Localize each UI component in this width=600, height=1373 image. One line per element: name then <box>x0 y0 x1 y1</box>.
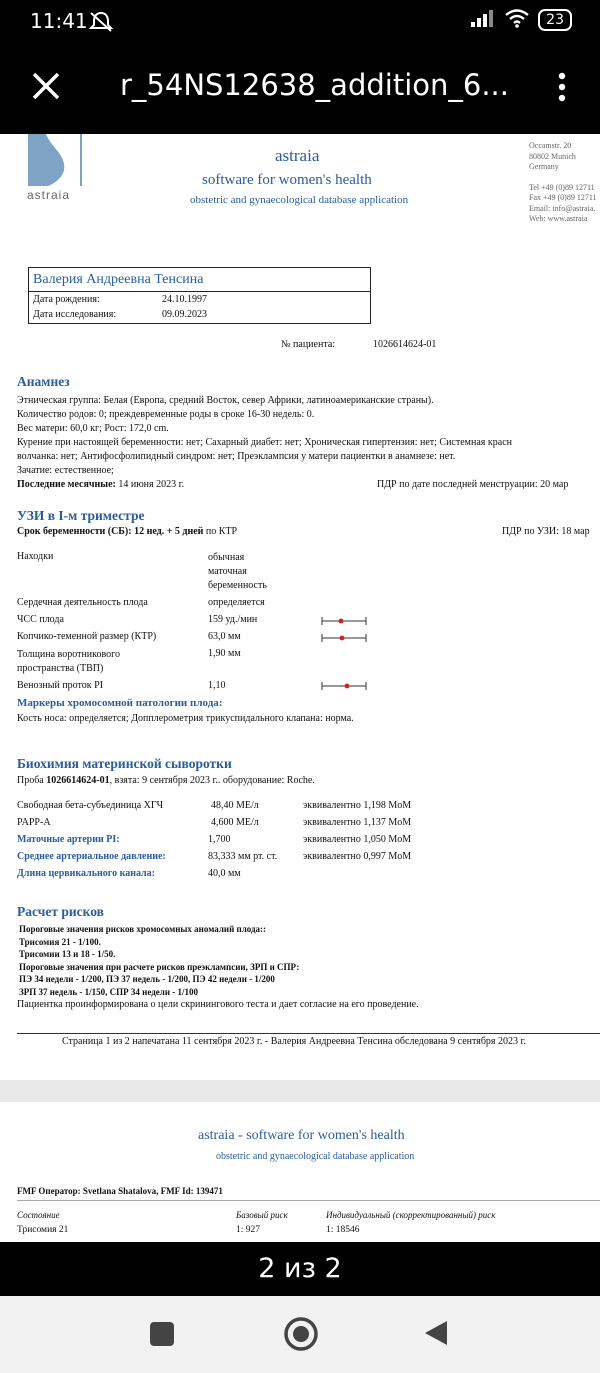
us-row-value: 63,0 мм <box>208 631 241 642</box>
crl-range-marker <box>321 631 367 649</box>
biochem-label: PAPP-A <box>17 817 51 828</box>
ultrasound-title: УЗИ в I-м триместре <box>17 508 145 523</box>
exam-date-label: Дата исследования: <box>33 309 117 320</box>
sample-info: Проба 1026614624-01, взята: 9 сентября 2023 г.. оборудование: Roche. <box>17 775 315 786</box>
page-footer: Страница 1 из 2 напечатана 11 сентября 2023 г. - Валерия Андреевна Тенсина обследована 9 сентября 2023 г. <box>62 1036 527 1047</box>
risk-row-base: 1: 927 <box>236 1225 261 1235</box>
home-icon[interactable] <box>283 1316 319 1356</box>
col-header-base-risk: Базовый риск <box>236 1210 288 1220</box>
clock: 11:41 <box>30 9 88 33</box>
lmp: Последние месячные: 14 июня 2023 г. <box>17 479 185 490</box>
patient-name: Валерия Андреевна Тенсина <box>33 272 204 287</box>
page-indicator: 2 из 2 <box>0 1242 600 1296</box>
dv-range-marker <box>321 679 367 697</box>
us-row-value: 1,90 мм <box>208 648 241 659</box>
patient-id: 1026614624-01 <box>373 339 437 350</box>
pdf-page-1 <box>0 134 600 1080</box>
exam-date-value: 09.09.2023 <box>162 309 207 320</box>
biochem-value: 83,333 мм рт. ст. <box>208 851 278 862</box>
back-icon[interactable] <box>423 1319 449 1351</box>
patient-id-label: № пациента: <box>281 339 336 350</box>
markers-text: Кость носа: определяется; Допплерометрия трикуспидального клапана: норма. <box>17 713 354 724</box>
biochem-mom: эквивалентно 1,137 MoM <box>303 817 412 828</box>
biochem-value: 1,700 <box>208 834 231 845</box>
us-row-label: Копчико-теменной размер (КТР) <box>17 631 157 642</box>
divider <box>17 1200 600 1201</box>
consent-text: Пациентка проинформирована о цели скринингового теста и дает согласие на его проведение. <box>17 999 419 1010</box>
address-block: Occamstr. 20 80802 Munich Germany Tel +49 (0)89 12711 Fax +49 (0)89 12711 Email: info@astraia. Web: www.astraia <box>529 141 597 223</box>
pdf-page-2 <box>0 1102 600 1242</box>
fmf-operator: FMF Оператор: Svetlana Shatalova, FMF Id: 139471 <box>17 1186 223 1196</box>
us-row-label: Венозный проток PI <box>17 680 104 691</box>
logo-word: astraia <box>27 188 71 202</box>
edd-lmp: ПДР по дате последней менструации: 20 мар <box>377 479 569 490</box>
more-options-icon[interactable] <box>556 72 568 102</box>
muted-icon <box>88 10 114 36</box>
navigation-bar <box>0 1296 600 1373</box>
patient-box <box>28 267 371 324</box>
biochem-label: Среднее артериальное давление: <box>17 851 166 862</box>
biochem-value: 4,600 МЕ/л <box>211 817 259 828</box>
findings-value: обычная маточная беременность <box>208 552 267 591</box>
battery-indicator: 23 <box>538 9 572 31</box>
fhr-range-marker <box>321 614 367 632</box>
biochem-value: 48,40 МЕ/л <box>211 800 259 811</box>
edd-us: ПДР по УЗИ: 18 мар <box>502 526 590 537</box>
us-row-label: ЧСС плода <box>17 614 64 625</box>
page-gap <box>0 1080 600 1102</box>
biochem-value: 40,0 мм <box>208 868 241 879</box>
header-tagline: obstetric and gynaecological database application <box>190 194 409 206</box>
dob-value: 24.10.1997 <box>162 294 207 305</box>
risk-row-adjusted: 1: 18546 <box>326 1225 360 1235</box>
col-header-condition: Состояние <box>17 1210 60 1220</box>
findings-label: Находки <box>17 551 54 562</box>
biochem-mom: эквивалентно 0,997 MoM <box>303 851 412 862</box>
page2-title: astraia - software for women's health <box>198 1128 405 1143</box>
document-title: r_54NS12638_addition_6... <box>120 68 509 102</box>
anamnesis-text: Этническая группа: Белая (Европа, средний Восток, север Африки, латиноамериканские страны). Количество родов: 0; преждевременные роды в сроке 16-30 недель: 0. Вес матери: 60,0 кг; Рост: 172,0 cm. Курение при настоящей беременности: нет; Сахарный диабет: нет; Хроническая гипертензия: нет; Системная красн волчанка: нет; Антифосфолипидный синдром: нет; Преэклампсия у матери пациентки в анамнезе: нет. Зачатие: естественное; <box>17 395 512 476</box>
biochem-mom: эквивалентно 1,198 MoM <box>303 800 412 811</box>
app-bar <box>0 42 600 134</box>
close-icon[interactable] <box>28 68 64 104</box>
risk-title: Расчет рисков <box>17 904 104 919</box>
biochem-label: Длина цервикального канала: <box>17 868 155 879</box>
biochem-title: Биохимия материнской сыворотки <box>17 756 232 771</box>
biochem-label: Маточные артерии PI: <box>17 834 120 845</box>
astraia-logo <box>28 134 82 191</box>
risk-thresholds: Пороговые значения рисков хромосомных аномалий плода:: Трисомия 21 - 1/100. Трисомии 13 и 18 - 1/50. Пороговые значения при расчете рисков преэклампсии, ЗРП и СПР: ПЭ 34 недели - 1/200, ПЭ 37 недель - 1/200, ПЭ 42 недели - 1/200 ЗРП 37 недель - 1/150, СПР 34 недели - 1/100 <box>19 924 300 997</box>
biochem-mom: эквивалентно 1,050 MoM <box>303 834 412 845</box>
dob-label: Дата рождения: <box>33 294 100 305</box>
markers-title: Маркеры хромосомной патологии плода: <box>17 697 223 709</box>
col-header-adjusted-risk: Индивидуальный (скорректированный) риск <box>326 1210 496 1220</box>
us-row-value: 1,10 <box>208 680 226 691</box>
us-row-value: определяется <box>208 597 265 608</box>
signal-icon <box>470 8 496 32</box>
wifi-icon <box>504 8 530 32</box>
us-row-value: 159 уд./мин <box>208 614 258 625</box>
header-title: astraia <box>275 146 320 165</box>
anamnesis-title: Анамнез <box>17 374 70 389</box>
biochem-label: Свободная бета-субъединица ХГЧ <box>17 800 164 811</box>
status-bar <box>0 0 600 42</box>
us-row-label: Сердечная деятельность плода <box>17 597 148 608</box>
header-subtitle: software for women's health <box>202 172 372 188</box>
gestational-age: Срок беременности (СБ): 12 нед. + 5 дней по КТР <box>17 526 238 537</box>
recents-icon[interactable] <box>149 1321 175 1351</box>
risk-row-condition: Трисомия 21 <box>17 1225 69 1235</box>
us-row-label: Толщина воротникового пространства (ТВП) <box>17 649 121 674</box>
footer-divider <box>17 1033 600 1034</box>
page2-tagline: obstetric and gynaecological database application <box>216 1151 415 1162</box>
